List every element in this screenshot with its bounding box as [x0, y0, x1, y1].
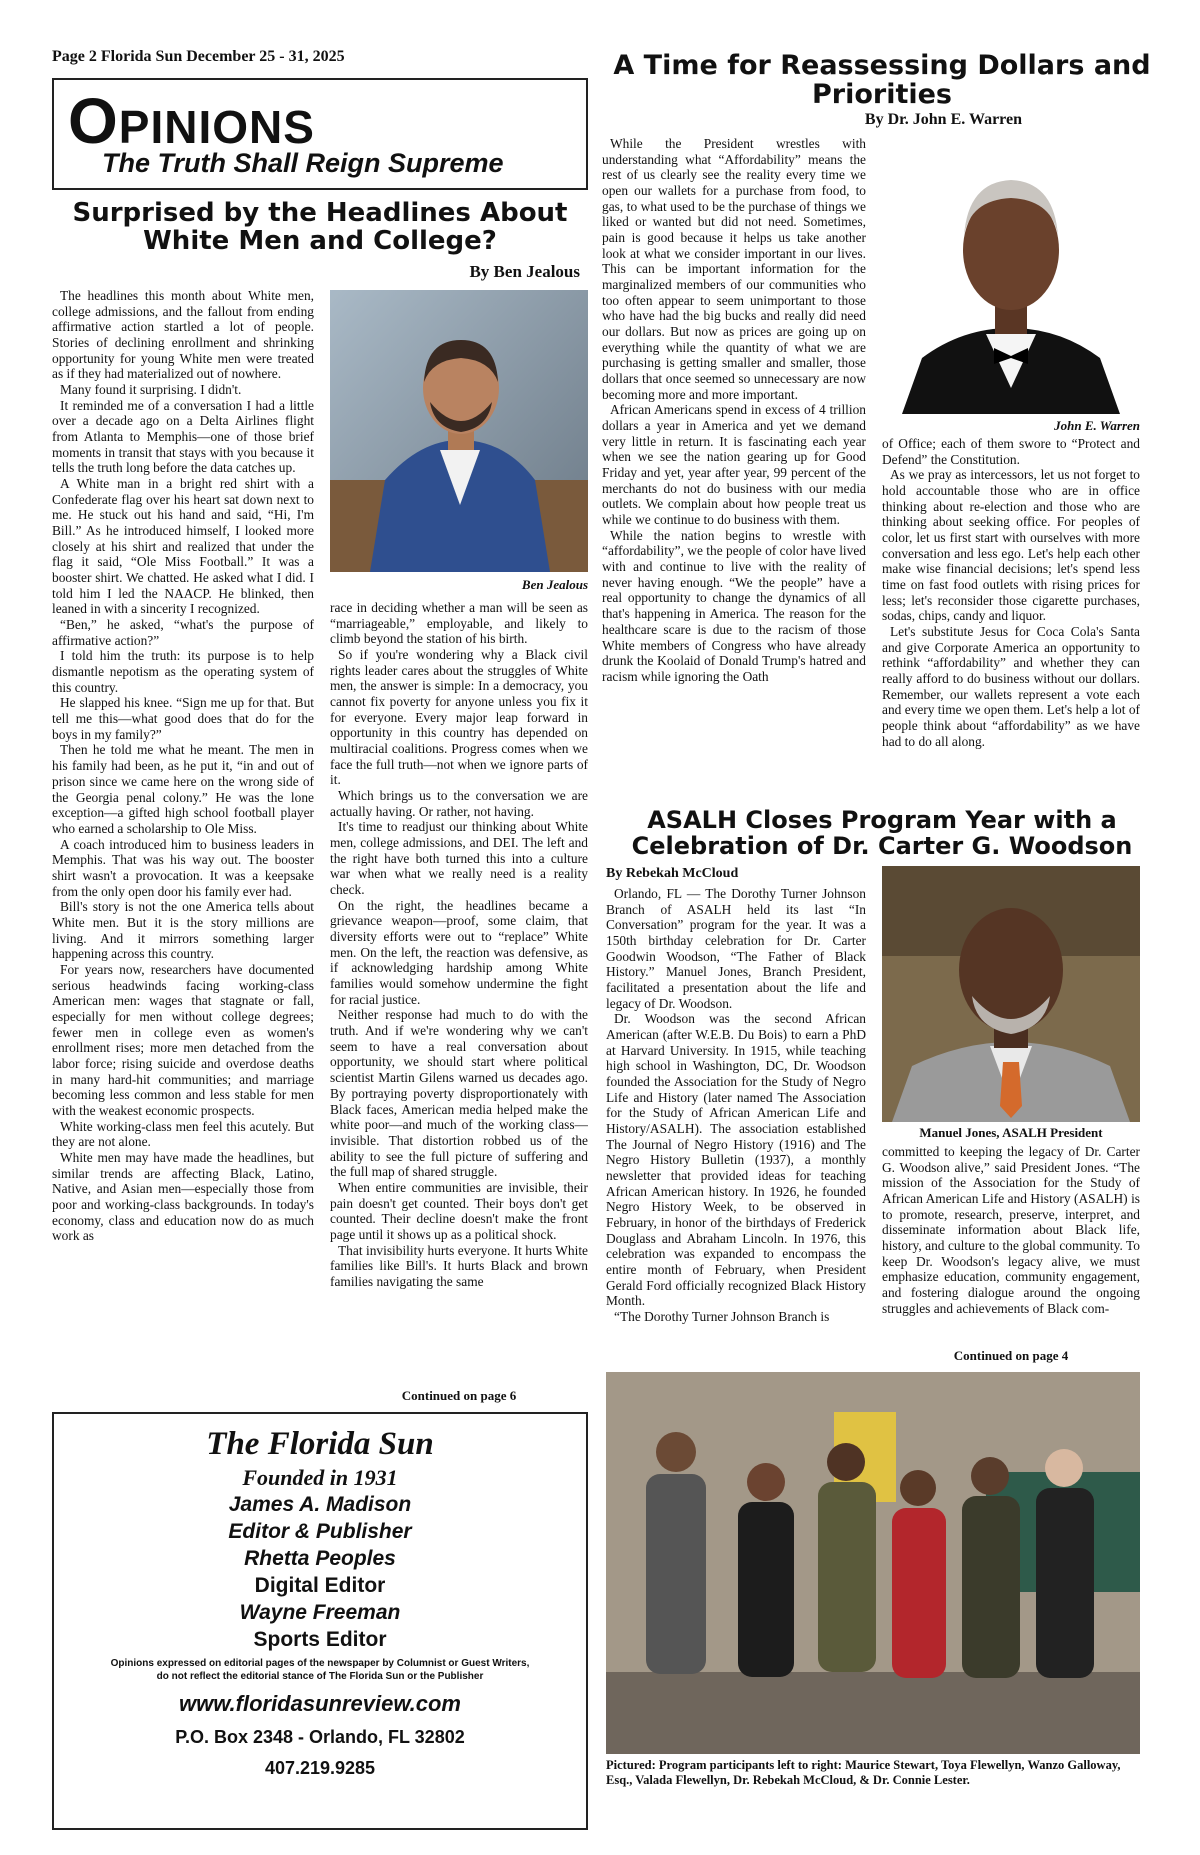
opinions-title-initial: O: [68, 85, 119, 157]
article1-col1-p1: The headlines this month about White men, college admissions, and the fallout from ending affirmative action startled a lot of people. Stories of declining enrollment and shrinking opportunity for young White men were treated as if they had materialized out of nowhere.: [52, 288, 314, 382]
opinions-section-header: [52, 78, 588, 190]
article1-col1-p5: “Ben,” he asked, “what's the purpose of affirmative action?”: [52, 617, 314, 648]
article3-byline: By Rebekah McCloud: [606, 866, 739, 881]
ben-jealous-caption: Ben Jealous: [521, 577, 588, 592]
opinions-tagline: The Truth Shall Reign Supreme: [102, 148, 504, 178]
article1-col2-p8: That invisibility hurts everyone. It hurts White families like Bill's. It hurts Black and brown families navigating the same: [330, 1242, 588, 1289]
masthead-disclaimer-1: Opinions expressed on editorial pages of the newspaper by Columnist or Guest Writers,: [110, 1658, 530, 1669]
article1-byline: By Ben Jealous: [469, 262, 580, 281]
group-photo-illustration: [606, 1372, 1140, 1754]
article1-col2-p6: Neither response had much to do with the truth. And if we're wondering why we can't seem to have a real conversation about opportunity, we should start where political scientist Martin Gilens warned us decades ago. By portraying poverty disproportionately with Black faces, American media helped make the white poor—and much of the working class—invisible. That distortion robbed us of the ability to see the full picture of suffering and the full map of shared struggle.: [330, 1007, 588, 1180]
article1-col1-p9: A coach introduced him to business leaders in Memphis. That was his way out. The booster shirt wasn't a provocation. It was a keepsake from the only open door his family ever had.: [52, 836, 314, 899]
article1-col1-p2: Many found it surprising. I didn't.: [60, 382, 242, 398]
ben-jealous-photo: [330, 290, 588, 572]
article1-col1-p12: White working-class men feel this acutely. But they are not alone.: [52, 1118, 314, 1150]
article3-col1-p2: Dr. Woodson was the second African American (after W.E.B. Du Bois) to earn a PhD at Harvard University. In 1915, while teaching high school in Washington, DC, Dr. Woodson founded the Association for the Study of Negro Life and History (later named The Association for the Study of African American Life and History/ASALH). The association established The Journal of Negro History (1916) and The Negro History Bulletin (1937), a monthly newsletter that provided ideas for teaching African American history. In 1926, he founded Negro History Week, to be observed in February, in honor of the birthdays of Frederick Douglass and Abraham Lincoln. In 1976, this celebration was expanded to encompass the entire month of February, when President Gerald Ford officially recognized Black History Month.: [606, 1011, 866, 1309]
article1-col1-p13: White men may have made the headlines, but similar trends are affecting Black, Latino, Native, and Asian men—especially those from poor and working-class backgrounds. In today's economy, class and education now do as much work as: [52, 1149, 314, 1244]
article3-column-2: [882, 1144, 1140, 1340]
article3-continued: Continued on page 4: [953, 1348, 1069, 1363]
article1-col1-p4: A White man in a bright red shirt with a Confederate flag over his heart sat down next to me. He stuck out his hand and said, “Hi, I'm Bill.” As he introduced himself, I looked more closely at his shirt and realized that under the flag it said, “Ole Miss Football.” It was a booster shirt. We chatted. He asked what I did. I told him I led the NAACP. He blinked, then leaned in with a sincerity I recognized.: [52, 476, 314, 617]
masthead-staff-role-2: Digital Editor: [254, 1574, 386, 1597]
article3-column-1: [606, 886, 866, 1366]
page-folio: Page 2 Florida Sun December 25 - 31, 2025: [52, 48, 345, 65]
article1-col2-p1: race in deciding whether a man will be seen as “marriageable,” employable, and likely to climb beyond the station of his birth.: [330, 600, 588, 647]
article2-column-2: [882, 436, 1140, 802]
opinions-title: [68, 84, 315, 158]
john-warren-portrait-illustration: [882, 138, 1140, 414]
ben-jealous-portrait-illustration: [330, 290, 588, 572]
article1-column-1: [52, 288, 314, 1408]
masthead-box: [52, 1412, 588, 1830]
article1-continued: Continued on page 6: [401, 1388, 517, 1403]
masthead-founded: Founded in 1931: [242, 1465, 398, 1490]
article1-col1-p3: It reminded me of a conversation I had a little over a decade ago on a Delta Airlines flight from Atlanta to Memphis—one of those brief moments in transit that stays with you because it tells the truth long before the data catches up.: [52, 397, 314, 476]
masthead-paper-name: The Florida Sun: [206, 1426, 434, 1462]
article3-col1-p1: Orlando, FL — The Dorothy Turner Johnson Branch of ASALH held its last “In Conversation” program for the year. It was a 150th birthday celebration for Dr. Carter Goodwin Woodson, “The Father of Black History.” Manuel Jones, Branch President, facilitated a presentation about the life and legacy of Dr. Woodson.: [606, 886, 866, 1011]
article2-column-1: [602, 136, 866, 801]
article1-col1-p7: He slapped his knee. “Sign me up for that. But tell me this—what good does that do for the boys in my family?”: [52, 695, 314, 742]
article1-col2-p4: It's time to readjust our thinking about White men, college admissions, and DEI. The left and the right have both turned this into a culture war when what we really need is a reality check.: [330, 819, 588, 898]
article2-col2-p3: Let's substitute Jesus for Coca Cola's Santa and give Corporate America an opportunity to rethink “affordability” and whether they can really afford to do business without our dollars. Remember, our wallets represent a vote each and every time we open them. Let's help a lot of people think about “affordability” as we have had to do all along.: [882, 624, 1140, 749]
article1-col1-p8: Then he told me what he meant. The men in his family had been, as he put it, “in and out of prison since we came here on the wrong side of the Georgia penal colony.” He was the lone exception—a gifted high school football player who earned a scholarship to Ole Miss.: [52, 742, 314, 836]
article1-col2-p5: On the right, the headlines became a grievance weapon—proof, some claim, that diversity efforts were out to “replace” White men. On the left, the reaction was defensive, as if acknowledging hardship among White families would somehow undermine the fight for racial justice.: [330, 897, 588, 1007]
article2-col2-p1: of Office; each of them swore to “Protect and Defend” the Constitution.: [882, 436, 1140, 467]
john-warren-photo: [882, 138, 1140, 414]
article3-col2-p1: committed to keeping the legacy of Dr. Carter G. Woodson alive,” said President Jones. “The mission of the Association for the Study of African American Life and History (ASALH) is to promote, research, preserve, interpret, and disseminate information about Black life, history, and culture to the global community. To keep Dr. Woodson's legacy alive, we must emphasize education, community engagement, and fostering dialogue around the ongoing struggles and achievements of Black com-: [882, 1144, 1140, 1316]
manuel-jones-caption: Manuel Jones, ASALH President: [919, 1125, 1103, 1140]
manuel-jones-portrait-illustration: [882, 866, 1140, 1122]
article2-col1-p2: African Americans spend in excess of 4 trillion dollars a year in America and yet we demand very little in return. It is fascinating each year when we see the nation gearing up for Good Friday and yet, year after year, 99 percent of the merchants do not do business with our media outlets. We complain about how people treat us while we continue to do business with them.: [602, 402, 866, 528]
john-warren-caption: John E. Warren: [1054, 418, 1140, 433]
article2-col1-p3: While the nation begins to wrestle with “affordability”, we the people of color have lived with and continue to live with the reality of never having enough. “We the people” have a real opportunity to change the dynamics of all that's happening in America. The reason for the healthcare scare is due to the racism of those White members of Congress who have already drunk the Koolaid of Donald Trump's hatred and racism while ignoring the Oath: [602, 527, 866, 684]
group-photo-caption: Pictured: Program participants left to right: Maurice Stewart, Toya Flewellyn, Wanzo Galloway, Esq., Valada Flewellyn, Dr. Rebekah McCloud, & Dr. Connie Lester.: [606, 1758, 1121, 1787]
masthead-staff-name-1: James A. Madison: [228, 1493, 412, 1516]
article2-col2-p2: As we pray as intercessors, let us not forget to hold accountable those who are in office thinking about re-election and those who are thinking about seeking office. For peoples of color, let us first start with ourselves with more conversation and less ego. Let's help each other make wise financial decisions; let's spend less time on fast food outlets with rising prices for less; let's reconsider those cigarette purchases, sodas, chips, candy and liquor.: [882, 467, 1140, 624]
article1-col2-p7: When entire communities are invisible, their pain doesn't get counted. Their boys don't get counted. Their decline doesn't make the front page until it shows up as a political shock.: [330, 1179, 588, 1242]
article1-col1-p6: I told him the truth: its purpose is to help dismantle nepotism as the operating system of this country.: [52, 648, 314, 695]
masthead-phone: 407.219.9285: [264, 1758, 376, 1778]
article1-col1-p10: Bill's story is not the one America tells about White men. But it is the story millions are living. And it mirrors something larger happening across this country.: [52, 899, 314, 962]
article3-headline: ASALH Closes Program Year with a Celebration of Dr. Carter G. Woodson: [631, 806, 1133, 860]
masthead-staff-role-1: Editor & Publisher: [228, 1520, 412, 1543]
asalh-group-photo: [606, 1372, 1140, 1754]
article3-col1-p3: “The Dorothy Turner Johnson Branch is: [614, 1309, 830, 1325]
masthead-disclaimer-2: do not reflect the editorial stance of The Florida Sun or the Publisher: [156, 1671, 484, 1682]
masthead-address: P.O. Box 2348 - Orlando, FL 32802: [175, 1727, 465, 1747]
article1-col1-p11: For years now, researchers have documented serious headwinds facing working-class American men: wages that stagnate or fall, especially for men without college degrees; fewer men in college even as women's enrollment rises; more men detached from the labor force; rising suicide and overdose deaths in many hard-hit communities; and marriage becoming less common and less stable for men with the weakest economic prospects.: [52, 961, 314, 1118]
article2-col1-p1: While the President wrestles with understanding what “Affordability” means the rest of us clearly see the reality every time we open our wallets for a purchase from food, to gas, to what used to be the purchase of things we liked or wanted but did not need. Sometimes, pain is good because it helps us take another look at what we consider important in our lives. This can be important information for the marginalized members of our communities who too often appear to seem unimportant to those who have had the big bucks and really did need our dollars. But now as prices are going up on everything while the quantity of what we are purchasing is getting smaller and smaller, those dollars that once seemed so unnecessary are now becoming more and more important.: [602, 136, 866, 402]
masthead-staff-role-3: Sports Editor: [253, 1628, 387, 1651]
article1-col2-p2: So if you're wondering why a Black civil rights leader cares about the struggles of White men, the answer is simple: In a democracy, you cannot fix poverty for anyone unless you fix it for everyone. Every major leap forward in opportunity in this country has depended on multiracial coalitions. Progress comes when we face the full truth—not when we ignore parts of it.: [330, 647, 588, 788]
article1-headline: Surprised by the Headlines About White Men and College?: [72, 198, 568, 256]
opinions-title-rest: PINIONS: [118, 101, 315, 153]
manuel-jones-photo: [882, 866, 1140, 1122]
masthead-staff-name-2: Rhetta Peoples: [244, 1547, 396, 1570]
article2-headline: A Time for Reassessing Dollars and Priorities: [613, 50, 1151, 110]
article2-byline: By Dr. John E. Warren: [864, 111, 1022, 128]
article1-col2-p3: Which brings us to the conversation we are actually having. Or rather, not having.: [330, 788, 588, 819]
masthead-website-link[interactable]: www.floridasunreview.com: [179, 1691, 461, 1716]
article1-column-2: [330, 600, 588, 1386]
masthead-staff-name-3: Wayne Freeman: [239, 1601, 401, 1624]
